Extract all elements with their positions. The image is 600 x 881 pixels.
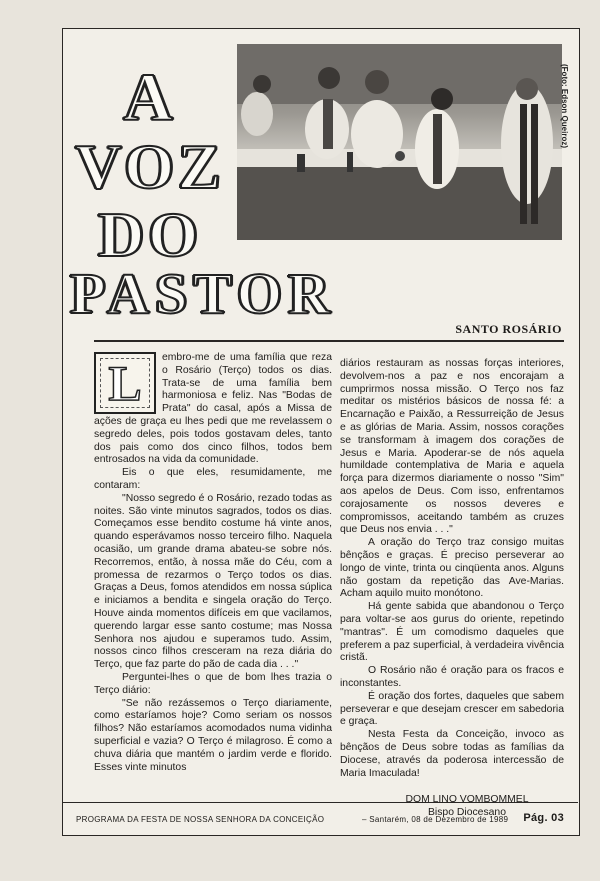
- paragraph: "Se não rezássemos o Terço diariamente, como estaríamos hoje? Como seriam os nossos filhos? Não estaríamos acomodados numa vidinha superficial e vazia? O Terço é milagroso. É como a chuva diária que mantém o jardim verde e florido. Esses vinte minutos: [94, 697, 332, 773]
- left-column: [94, 352, 332, 774]
- paragraph: É oração dos fortes, daqueles que sabem perseverar e que desejam crescer em sabedoria e graça.: [340, 690, 564, 728]
- signature-name: DOM LINO VOMBOMMEL: [405, 794, 529, 806]
- photo-credit: (Foto: Edson Queiroz): [560, 64, 569, 148]
- paragraph: Eis o que eles, resumidamente, me contaram:: [94, 467, 332, 491]
- paragraph: O Rosário não é oração para os fracos e inconstantes.: [340, 665, 564, 689]
- paragraph: embro-me de uma família que reza o Rosário (Terço) todos os dias. Trata-se de uma família bem harmoniosa e feliz. Nas "Bodas de Prata" do casal, após a Missa de ações de graça eu lhes pedi que me revelassem o segredo deles, pois todos gostavam deles, tanto dos pais como dos cinco filhos, todos bem entrosados na vida da comunidade.: [94, 352, 332, 466]
- title-line-1: A: [123, 59, 177, 135]
- section-subtitle: SANTO ROSÁRIO: [455, 322, 562, 336]
- right-column: [340, 358, 564, 820]
- footer-program: PROGRAMA DA FESTA DE NOSSA SENHORA DA CONCEIÇÃO: [76, 815, 325, 824]
- signature-role: Bispo Diocesano: [428, 807, 506, 819]
- title-line-4: PASTOR: [70, 261, 336, 326]
- paragraph: "Nosso segredo é o Rosário, rezado todas as noites. São vinte minutos sagrados, todos os dias. Começamos esse bendito costume há vinte anos, quando esperávamos nosso terceiro filho. Naquela ocasião, um grande drama abateu-se sobre nós. Recorremos, então, à nossa mãe do Céu, com a promessa de rezarmos o Terço todos os dias. Graças a Deus, fomos atendidos em nossa súplica e iniciamos a bendita e singela oração do Terço. Houve ainda momentos difíceis em que vacilamos, querendo largar esse santo costume; mas Nossa Senhora nos ajudou e superamos tudo. Assim, nossos cinco filhos cresceram na reza diária do Terço, que faz parte do pão de cada dia . . .": [94, 492, 332, 671]
- title-line-2: VOZ: [75, 131, 225, 202]
- paragraph: diários restauram as nossas forças interiores, devolvem-nos a paz e nos encorajam a cumprirmos nossa missão. O Terço nos faz meditar os mistérios básicos de nossa fé: a Encarnação e Paixão, a Ressurreição de Jesus e as glórias de Maria. Assim, nossos corações se transformam à imagem dos corações de Jesus e Maria. Apoderar-se de nós aquela humildade contemplativa de Maria e aquela força para dizermos diariamente o nosso "Sim" aos apelos de Deus. Com isso, enfrentamos corajosamente os nossos deveres e compromissos, aceitando também as cruzes que Deus nos envia . . .": [340, 358, 564, 536]
- paragraph: Perguntei-lhes o que de bom lhes trazia o Terço diário:: [94, 671, 332, 696]
- divider: [94, 340, 564, 342]
- paragraph: Há gente sabida que abandonou o Terço para voltar-se aos gurus do oriente, repetindo "mantras". É um comodismo daqueles que preferem a paz superficial, à verdadeira vivência cristã.: [340, 601, 564, 664]
- mass-photo: [237, 44, 562, 240]
- paragraph: Nesta Festa da Conceição, invoco as bênçãos de Deus sobre todas as famílias da Diocese, através da poderosa intercessão de Maria Imaculada!: [340, 729, 564, 779]
- footer: [62, 802, 578, 835]
- title-line-3: DO: [98, 199, 202, 270]
- drop-cap-letter: L: [94, 352, 156, 414]
- paragraph: A oração do Terço traz consigo muitas bênçãos e graças. É preciso perseverar ao longo de vinte, trinta ou cinqüenta anos. Alguns não gostam da repetição das Ave-Marias. Acham aquilo muito monótono.: [340, 537, 564, 600]
- footer-place-date: – Santarém, 08 de Dezembro de 1989: [362, 815, 509, 824]
- page-number: Pág. 03: [523, 812, 564, 824]
